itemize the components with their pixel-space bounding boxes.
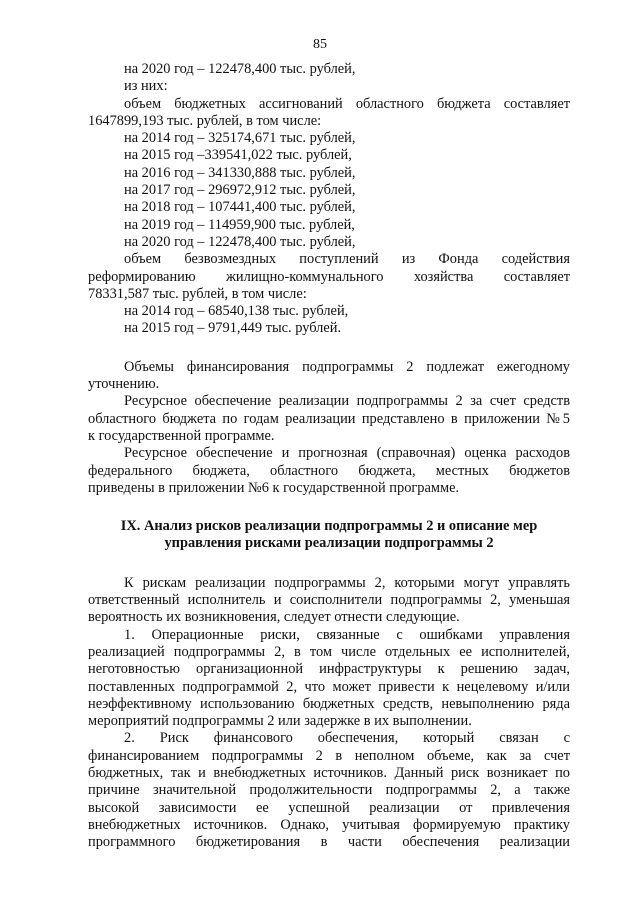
text-line: реформированию жилищно-коммунального хозяйства составляет: [88, 268, 570, 285]
text-line: мероприятий подпрограммы 2 или задержке в их выполнении.: [88, 713, 472, 730]
section-heading: [88, 518, 570, 553]
text-line: на 2014 год – 325174,671 тыс. рублей,: [124, 130, 356, 147]
text-line: на 2014 год – 68540,138 тыс. рублей,: [124, 303, 349, 320]
text-line: объем бюджетных ассигнований областного бюджета составляет: [124, 95, 570, 112]
text-line: причине значительной продолжительности подпрограммы 2, а также: [88, 782, 570, 799]
page-number: 85: [313, 37, 327, 52]
text-line: уточнению.: [88, 376, 160, 393]
text-line: на 2015 год – 9791,449 тыс. рублей.: [124, 320, 342, 337]
text-line: неготовностью организационной инфраструктуры к решению задач,: [88, 661, 570, 678]
funding-notes: [88, 359, 570, 497]
text-line: ответственный исполнитель и соисполнители подпрограммы 2, уменьшая: [88, 592, 570, 609]
text-line: К рискам реализации подпрограммы 2, которыми могут управлять: [124, 574, 570, 591]
text-line: внебюджетных источников. Однако, учитывая формируемую практику: [88, 816, 570, 833]
text-line: высокой зависимости ее успешной реализации от привлечения: [88, 799, 570, 816]
text-line: Ресурсное обеспечение и прогнозная (справочная) оценка расходов: [124, 445, 570, 462]
text-line: на 2015 год –339541,022 тыс. рублей,: [124, 147, 352, 164]
text-line: федерального бюджета, областного бюджета, местных бюджетов: [88, 462, 570, 479]
spacer: [88, 497, 570, 518]
text-line: областного бюджета по годам реализации представлено в приложении №5: [88, 410, 570, 427]
heading-line-1: IX. Анализ рисков реализации подпрограммы 2 и описание мер: [120, 518, 538, 535]
heading-line-2: управления рисками реализации подпрограммы 2: [164, 535, 494, 552]
funding-breakdown: [88, 61, 570, 338]
text-line: 2. Риск финансового обеспечения, который связан с: [124, 730, 570, 747]
text-line: на 2019 год – 114959,900 тыс. рублей,: [124, 216, 355, 233]
text-line: на 2016 год – 341330,888 тыс. рублей,: [124, 164, 356, 181]
text-line: к государственной программе.: [88, 427, 275, 444]
text-line: 1647899,193 тыс. рублей, в том числе:: [88, 112, 322, 129]
text-line: из них:: [124, 78, 168, 95]
text-line: на 2017 год – 296972,912 тыс. рублей,: [124, 182, 356, 199]
text-line: программного бюджетирования в части обеспечения реализации: [88, 834, 570, 851]
text-line: реализацией подпрограммы 2, в том числе отдельных ее исполнителей,: [88, 643, 570, 660]
risk-analysis: [88, 575, 570, 852]
text-line: неэффективному использованию бюджетных средств, невыполнению ряда: [88, 695, 570, 712]
text-line: приведены в приложении №6 к государственной программе.: [88, 479, 460, 496]
text-line: на 2020 год – 122478,400 тыс. рублей,: [124, 233, 356, 250]
text-line: на 2020 год – 122478,400 тыс. рублей,: [124, 61, 356, 77]
text-line: на 2018 год – 107441,400 тыс. рублей,: [124, 199, 356, 216]
text-line: объем безвозмездных поступлений из Фонда содействия: [124, 251, 570, 268]
spacer: [88, 338, 570, 359]
page-content: [88, 61, 570, 851]
text-line: бюджетных, так и внебюджетных источников. Данный риск возникает по: [88, 764, 570, 781]
text-line: финансированием подпрограммы 2 в неполном объеме, как за счет: [88, 747, 570, 764]
text-line: Ресурсное обеспечение реализации подпрограммы 2 за счет средств: [124, 393, 570, 410]
text-line: Объемы финансирования подпрограммы 2 подлежат ежегодному: [124, 358, 570, 375]
text-line: вероятность их возникновения, следует отнести следующие.: [88, 609, 460, 626]
text-line: 1. Операционные риски, связанные с ошибками управления: [124, 626, 570, 643]
text-line: 78331,587 тыс. рублей, в том числе:: [88, 285, 307, 302]
spacer: [88, 553, 570, 575]
text-line: поставленных подпрограммой 2, что может привести к нецелевому и/или: [88, 678, 570, 695]
